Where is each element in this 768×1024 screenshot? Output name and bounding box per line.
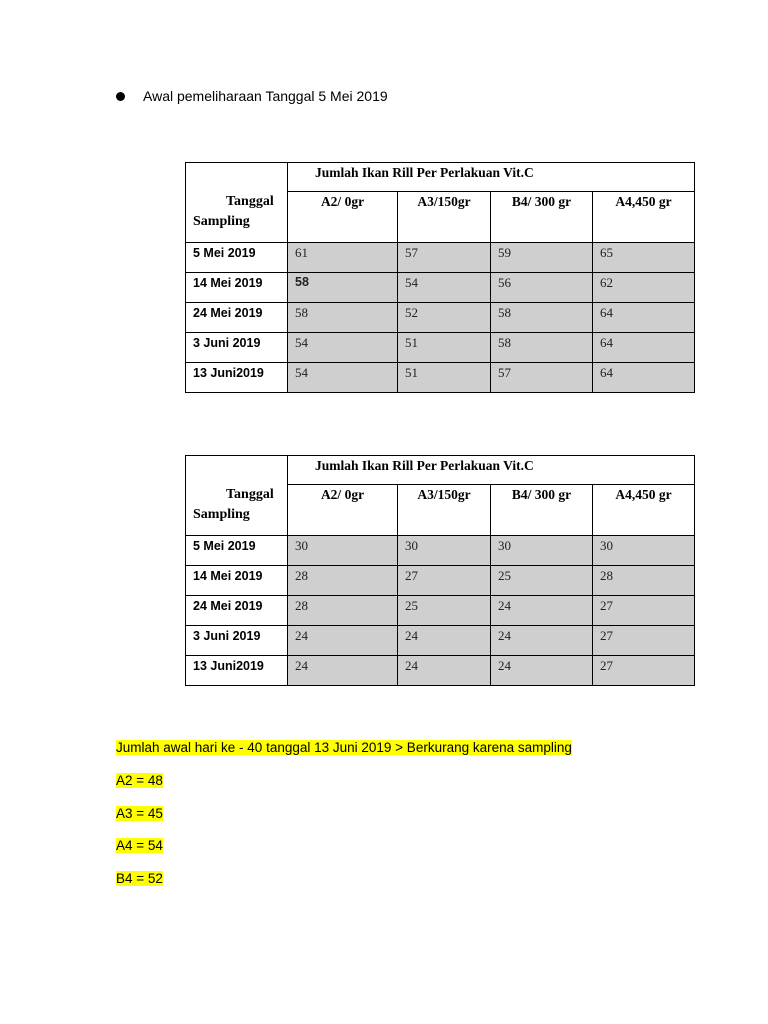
row-date: 13 Juni2019 [186,363,288,393]
table-cell: 62 [593,273,695,303]
table-cell: 24 [491,656,593,686]
column-header: A4,450 gr [593,485,695,536]
table-cell: 30 [288,536,398,566]
table-cell: 24 [491,626,593,656]
table-cell: 24 [398,626,491,656]
row-date: 24 Mei 2019 [186,303,288,333]
corner-label-sampling: Sampling [193,214,250,229]
table-row [186,596,695,626]
note-a4 [116,838,163,853]
table-cell: 58 [491,333,593,363]
table-row [186,656,695,686]
table-cell: 59 [491,243,593,273]
table-title: Jumlah Ikan Rill Per Perlakuan Vit.C [288,456,695,485]
table-cell: 58 [288,273,398,303]
table-cell: 28 [288,596,398,626]
column-header: B4/ 300 gr [491,192,593,243]
table-cell: 58 [491,303,593,333]
table-title: Jumlah Ikan Rill Per Perlakuan Vit.C [288,163,695,192]
note-a3 [116,806,163,821]
table-cell: 28 [593,566,695,596]
note-b4 [116,871,163,886]
table-cell: 25 [491,566,593,596]
table-cell: 52 [398,303,491,333]
table-cell: 61 [288,243,398,273]
bullet-icon [116,92,125,101]
fish-count-table-2 [185,455,695,686]
table-cell: 30 [491,536,593,566]
highlighted-text: A2 = 48 [116,773,163,788]
row-date: 3 Juni 2019 [186,333,288,363]
table-cell: 28 [288,566,398,596]
table-corner-header [186,163,288,243]
note-a2 [116,773,163,788]
highlighted-text: B4 = 52 [116,871,163,886]
fish-count-table-1 [185,162,695,393]
table-row [186,243,695,273]
row-date: 5 Mei 2019 [186,243,288,273]
highlighted-text: A3 = 45 [116,806,163,821]
column-header: B4/ 300 gr [491,485,593,536]
note-summary [116,740,572,755]
row-date: 3 Juni 2019 [186,626,288,656]
table-cell: 27 [398,566,491,596]
table-cell: 30 [398,536,491,566]
corner-label-tanggal: Tanggal [226,487,274,502]
table-cell: 57 [398,243,491,273]
column-header: A4,450 gr [593,192,695,243]
table-cell: 30 [593,536,695,566]
column-header: A2/ 0gr [288,192,398,243]
table-cell: 54 [288,333,398,363]
table-row [186,566,695,596]
row-date: 14 Mei 2019 [186,566,288,596]
table-row [186,303,695,333]
corner-label-sampling: Sampling [193,507,250,522]
corner-label-tanggal: Tanggal [226,194,274,209]
table-row [186,333,695,363]
table-cell: 64 [593,363,695,393]
column-header: A3/150gr [398,192,491,243]
table-cell: 27 [593,626,695,656]
highlighted-text: A4 = 54 [116,838,163,853]
table-cell: 27 [593,596,695,626]
row-date: 5 Mei 2019 [186,536,288,566]
table-cell: 24 [288,626,398,656]
table-cell: 58 [288,303,398,333]
highlighted-text: Jumlah awal hari ke - 40 tanggal 13 Juni 2019 > Berkurang karena sampling [116,740,572,755]
row-date: 14 Mei 2019 [186,273,288,303]
intro-line [116,88,388,104]
table-cell: 54 [288,363,398,393]
table-cell: 27 [593,656,695,686]
table-cell: 51 [398,363,491,393]
table-cell: 65 [593,243,695,273]
table-cell: 54 [398,273,491,303]
column-header: A3/150gr [398,485,491,536]
row-date: 13 Juni2019 [186,656,288,686]
table-row [186,273,695,303]
table-cell: 64 [593,303,695,333]
row-date: 24 Mei 2019 [186,596,288,626]
table-cell: 56 [491,273,593,303]
table-row [186,363,695,393]
table-cell: 24 [398,656,491,686]
table-cell: 25 [398,596,491,626]
table-row [186,626,695,656]
table-cell: 51 [398,333,491,363]
table-cell: 64 [593,333,695,363]
table-cell: 24 [288,656,398,686]
table-cell: 57 [491,363,593,393]
column-header: A2/ 0gr [288,485,398,536]
intro-text: Awal pemeliharaan Tanggal 5 Mei 2019 [143,88,388,104]
table-corner-header [186,456,288,536]
table-row [186,536,695,566]
table-cell: 24 [491,596,593,626]
